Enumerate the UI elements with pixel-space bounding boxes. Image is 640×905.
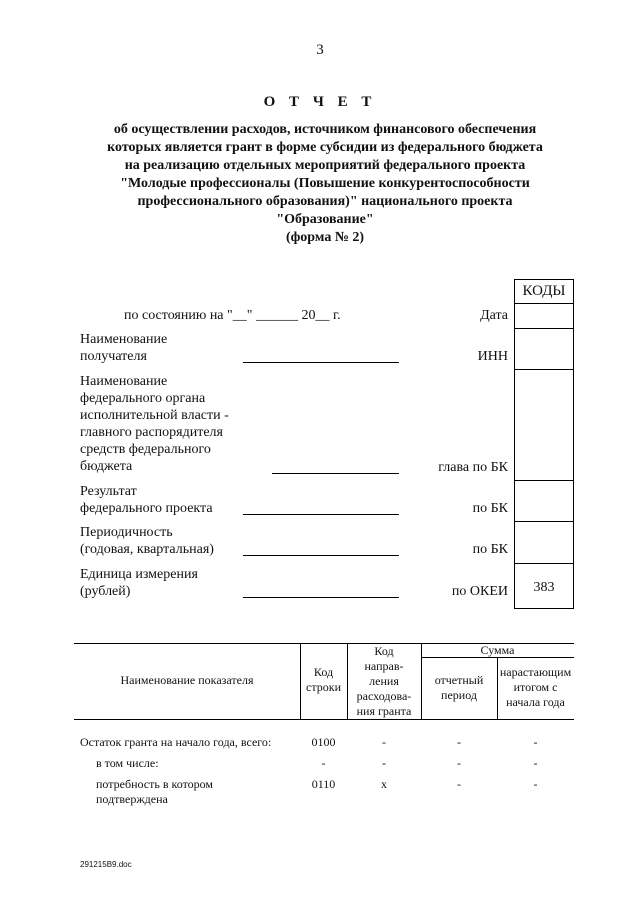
code-cell-head-bk[interactable] <box>515 369 573 480</box>
header-line: Код <box>374 644 394 658</box>
row-direction: - <box>382 735 386 749</box>
col-header-code <box>300 665 347 695</box>
periodicity-label <box>80 524 214 558</box>
subtitle-line: профессионального образования)" национального проекта <box>137 194 513 209</box>
subtitle-line: которых является грант в форме субсидии из федерального бюджета <box>107 140 543 155</box>
row-name: Остаток гранта на начало года, всего: <box>80 735 272 749</box>
label-line: федерального органа <box>80 391 206 406</box>
col-header-direction <box>347 644 421 719</box>
label-bk2: по БК <box>472 542 508 557</box>
label-line: Наименование <box>80 332 168 347</box>
header-line: начала года <box>506 695 565 709</box>
code-cell-inn[interactable] <box>515 328 573 369</box>
code-cell-date[interactable] <box>515 303 573 328</box>
header-line: итогом с <box>513 680 558 694</box>
header-line: расходова- <box>356 689 412 703</box>
code-cell-okei <box>515 563 573 610</box>
label-line: бюджета <box>80 459 133 474</box>
authority-label <box>80 373 229 475</box>
col-header-sum: Сумма <box>480 643 515 657</box>
header-line: ления <box>369 674 399 688</box>
header-line: направ- <box>364 659 404 673</box>
document-subtitle <box>60 121 590 247</box>
label-line: (рублей) <box>80 584 131 599</box>
row-name-line: подтверждена <box>96 792 168 806</box>
result-label <box>80 483 213 517</box>
label-line: Наименование <box>80 374 168 389</box>
row-cumulative: - <box>533 756 538 770</box>
subtitle-line: (форма № 2) <box>285 230 365 245</box>
code-cell-bk2[interactable] <box>515 521 573 563</box>
col-header-period <box>421 673 497 703</box>
header-line: период <box>441 688 477 702</box>
header-line: отчетный <box>434 673 484 687</box>
row-period: - <box>457 735 461 749</box>
subtitle-line: об осуществлении расходов, источником финансового обеспечения <box>113 122 537 137</box>
label-line: средств федерального <box>80 442 211 457</box>
periodicity-field[interactable] <box>243 555 399 556</box>
document-title: О Т Ч Е Т <box>263 94 377 110</box>
label-okei: по ОКЕИ <box>451 584 508 599</box>
header-line: нарастающим <box>499 665 572 679</box>
label-line: получателя <box>80 349 147 364</box>
row-cumulative: - <box>533 735 538 749</box>
subtitle-line: на реализацию отдельных мероприятий федерального проекта <box>124 158 526 173</box>
header-line: ния гранта <box>356 704 412 718</box>
row-name-line: потребность в котором <box>96 777 214 791</box>
row-direction: - <box>382 756 386 770</box>
label-bk1: по БК <box>472 501 508 516</box>
col-header-name: Наименование показателя <box>120 673 254 687</box>
header-line: строки <box>306 680 341 694</box>
row-code: - <box>321 756 326 770</box>
recipient-field[interactable] <box>243 362 399 363</box>
subtitle-line: "Образование" <box>276 212 374 227</box>
label-line: главного распорядителя <box>80 425 223 440</box>
label-head-bk: глава по БК <box>438 460 508 475</box>
row-period: - <box>457 777 461 791</box>
label-line: (годовая, квартальная) <box>80 542 214 557</box>
row-period: - <box>457 756 461 770</box>
unit-field[interactable] <box>243 597 399 598</box>
row-direction: х <box>381 777 387 791</box>
header-line: Код <box>313 665 334 679</box>
subtitle-line: "Молодые профессионалы (Повышение конкурентоспособности <box>120 176 530 191</box>
footer-filename: 291215B9.doc <box>80 860 132 869</box>
row-cumulative: - <box>533 777 538 791</box>
page-number: 3 <box>316 42 324 58</box>
result-field[interactable] <box>243 514 399 515</box>
date-line: по состоянию на "__" ______ 20__ г. <box>124 308 341 323</box>
label-date: Дата <box>480 308 508 323</box>
okei-value: 383 <box>533 580 555 595</box>
table-header-bottom-border <box>74 719 574 720</box>
recipient-label <box>80 331 167 365</box>
label-line: исполнительной власти - <box>80 408 229 423</box>
label-inn: ИНН <box>477 349 508 364</box>
row-name: в том числе: <box>96 756 159 770</box>
codes-box <box>514 279 574 609</box>
unit-label <box>80 566 198 600</box>
label-line: Периодичность <box>80 525 173 540</box>
row-name <box>96 777 213 807</box>
authority-field[interactable] <box>272 473 399 474</box>
label-line: Единица измерения <box>80 567 198 582</box>
label-line: Результат <box>80 484 137 499</box>
code-cell-bk1[interactable] <box>515 480 573 521</box>
col-header-cumulative <box>497 665 574 710</box>
codes-header: КОДЫ <box>522 283 566 299</box>
row-code: 0110 <box>311 777 336 791</box>
row-code: 0100 <box>311 735 336 749</box>
label-line: федерального проекта <box>80 501 213 516</box>
